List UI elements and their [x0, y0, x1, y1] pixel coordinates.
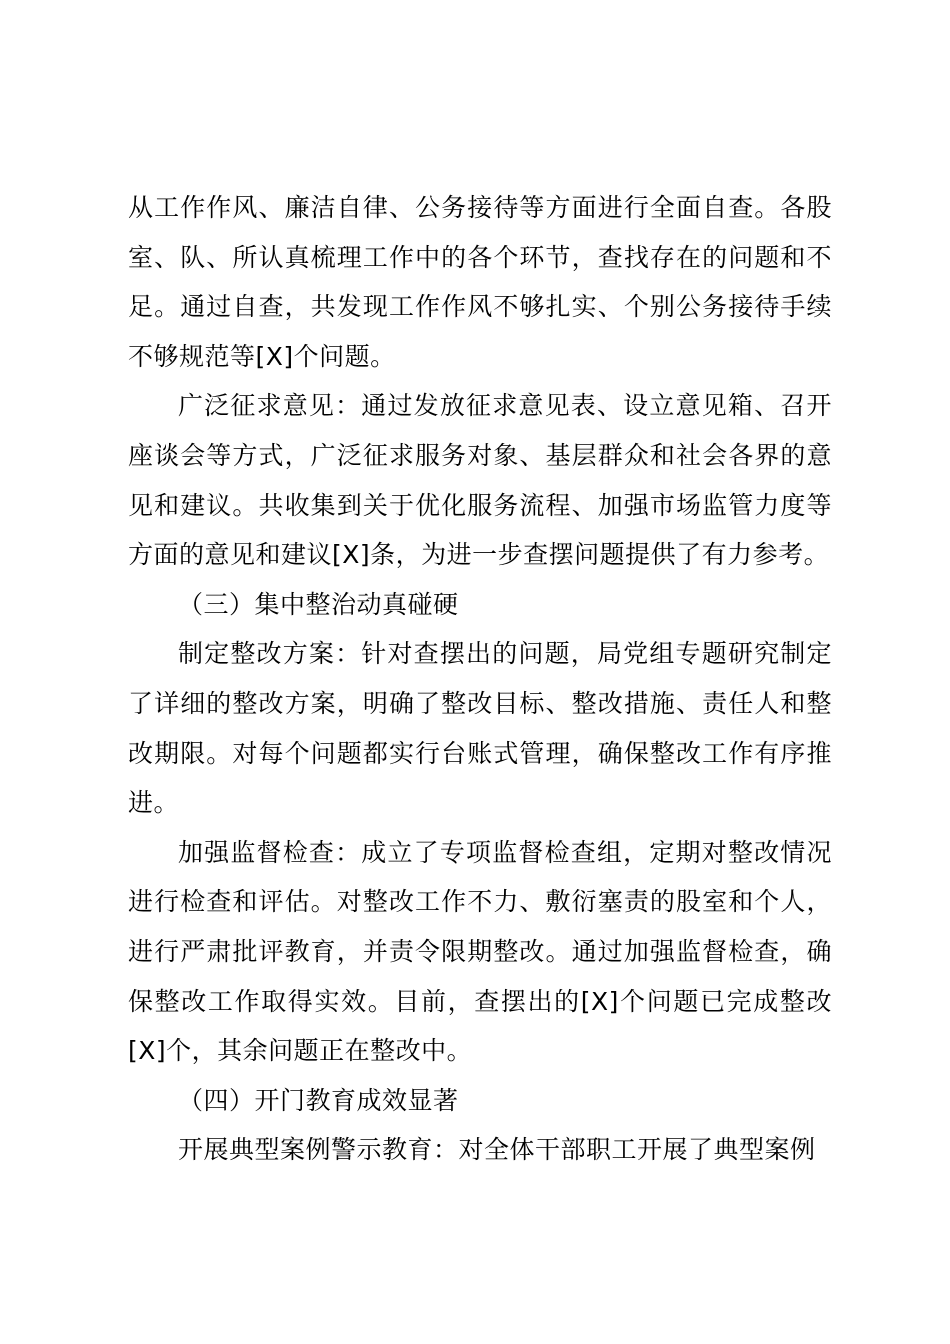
section-heading-3: （三）集中整治动真碰硬	[178, 589, 459, 619]
paragraph-supervision-inspection: 加强监督检查：成立了专项监督检查组，定期对整改情况进行检查和评估。对整改工作不力、敷衍塞责的股室和个人，进行严肃批评教育，并责令限期整改。通过加强监督检查，确保整改工作取得实效。目前，查摆出的[X]个问题已完成整改[X]个，其余问题正在整改中。	[128, 837, 832, 1066]
paragraph-rectification-plan: 制定整改方案：针对查摆出的问题，局党组专题研究制定了详细的整改方案，明确了整改目标、整改措施、责任人和整改期限。对每个问题都实行台账式管理，确保整改工作有序推进。	[128, 639, 832, 818]
document-body	[128, 183, 832, 1175]
section-heading-4: （四）开门教育成效显著	[178, 1085, 459, 1115]
paragraph-solicit-opinions: 广泛征求意见：通过发放征求意见表、设立意见箱、召开座谈会等方式，广泛征求服务对象、基层群众和社会各界的意见和建议。共收集到关于优化服务流程、加强市场监管力度等方面的意见和建议[X]条，为进一步查摆问题提供了有力参考。	[128, 391, 832, 570]
paragraph-warning-education: 开展典型案例警示教育：对全体干部职工开展了典型案例	[178, 1135, 816, 1165]
paragraph-self-inspection-continued: 从工作作风、廉洁自律、公务接待等方面进行全面自查。各股室、队、所认真梳理工作中的各个环节，查找存在的问题和不足。通过自查，共发现工作作风不够扎实、个别公务接待手续不够规范等[X]个问题。	[128, 193, 832, 371]
